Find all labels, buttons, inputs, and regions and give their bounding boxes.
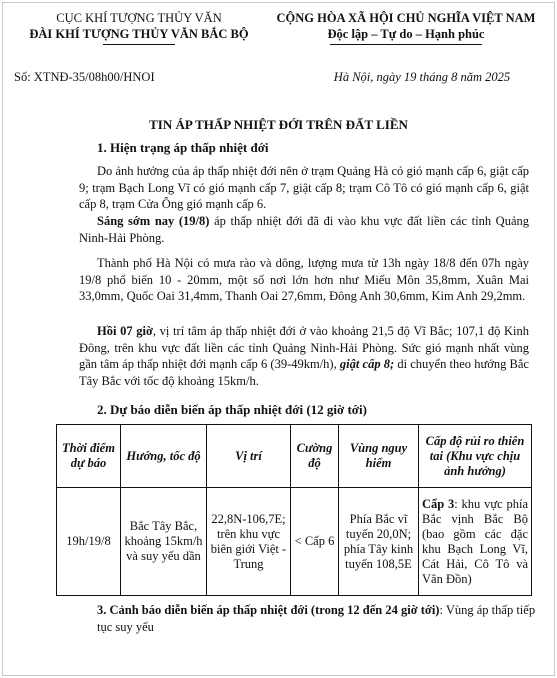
risk-area: : khu vực phía Bắc vịnh Bắc Bộ (bao gồm các đặc khu Bạch Long Vĩ, Cát Hải, Cô Tô và Vân Đồn) bbox=[422, 496, 528, 586]
section1-heading: 1. Hiện trạng áp thấp nhiệt đới bbox=[97, 140, 269, 155]
col-forecast-time: Thời điểm dự báo bbox=[57, 425, 121, 488]
cell-direction: Bắc Tây Bắc, khoảng 15km/h và suy yếu dần bbox=[121, 488, 207, 596]
agency-name: ĐÀI KHÍ TƯỢNG THỦY VĂN BẮC BỘ bbox=[29, 27, 249, 41]
document-date: Hà Nội, ngày 19 tháng 8 năm 2025 bbox=[333, 70, 511, 84]
col-intensity: Cường độ bbox=[291, 425, 339, 488]
agency-parent: CỤC KHÍ TƯỢNG THỦY VĂN bbox=[56, 11, 222, 25]
cell-position: 22,8N-106,7E; trên khu vực biên giới Việt -Trung bbox=[207, 488, 291, 596]
p4-text: , vị trí tâm áp thấp nhiệt đới ở vào khoảng 21,5 độ Vĩ Bắc; 107,1 độ Kinh Đông, trên khu vực đất liền các tỉnh Quảng Ninh-Hải Phòng. Sức gió mạnh nhất vùng gần tâm áp thấp nhiệt đới mạnh cấp 6 (39-49km/h), bbox=[79, 324, 530, 372]
document-title: TIN ÁP THẤP NHIỆT ĐỚI TRÊN ĐẤT LIỀN bbox=[149, 117, 408, 132]
motto-underline bbox=[330, 44, 482, 45]
national-header bbox=[268, 10, 544, 45]
national-motto: Độc lập – Tự do – Hạnh phúc bbox=[327, 27, 485, 41]
col-danger-zone: Vùng nguy hiểm bbox=[339, 425, 419, 488]
col-risk-level: Cấp độ rủi ro thiên tai (Khu vực chịu ảnh hưởng) bbox=[419, 425, 532, 488]
p4-gust: giật cấp 8; bbox=[339, 357, 395, 372]
p2-lead: Sáng sớm nay (19/8) bbox=[97, 214, 210, 228]
country-name: CỘNG HÒA XÃ HỘI CHỦ NGHĨA VIỆT NAM bbox=[276, 11, 536, 25]
section1-paragraph-3: Thành phố Hà Nội có mưa rào và dông, lượng mưa từ 13h ngày 18/8 đến 07h ngày 19/8 phổ biến 10 - 20mm, một số nơi lớn hơn như Miếu Môn 35,8mm, Xuân Mai 33,0mm, Quốc Oai 31,4mm, Thanh Oai 27,6mm, Đông Anh 30,6mm, Kim Anh 29,2mm. bbox=[79, 256, 529, 304]
cell-intensity: < Cấp 6 bbox=[291, 488, 339, 596]
section1-paragraph-2 bbox=[79, 213, 529, 246]
section2-heading: 2. Dự báo diễn biến áp thấp nhiệt đới (12 giờ tới) bbox=[97, 402, 367, 417]
agency-header bbox=[14, 10, 264, 45]
section3-heading: 3. Cảnh báo diễn biến áp thấp nhiệt đới (trong 12 đến 24 giờ tới) bbox=[97, 603, 440, 617]
table-header-row bbox=[57, 425, 532, 488]
section3 bbox=[97, 602, 537, 636]
cell-time: 19h/19/8 bbox=[57, 488, 121, 596]
p4-lead: Hồi 07 giờ bbox=[97, 324, 153, 338]
document-number: Số: XTNĐ-35/08h00/HNOI bbox=[14, 70, 155, 84]
section1-paragraph-4 bbox=[79, 323, 529, 389]
table-row bbox=[57, 488, 532, 596]
p4-end: di chuyển theo hướng Bắc Tây Bắc với tốc độ khoảng 15km/h. bbox=[79, 357, 529, 388]
section1-paragraph-1: Do ảnh hưởng của áp thấp nhiệt đới nên ở trạm Quảng Hà có gió mạnh cấp 6, giật cấp 9; trạm Bạch Long Vĩ có gió mạnh cấp 7, giật cấp 8; trạm Cô Tô có gió mạnh cấp 6, giật cấp 8, trạm Cửa Ông gió mạnh cấp 6. bbox=[79, 164, 529, 212]
col-position: Vị trí bbox=[207, 425, 291, 488]
cell-danger-zone: Phía Bắc vĩ tuyến 20,0N; phía Tây kinh tuyến 108,5E bbox=[339, 488, 419, 596]
p2-text: áp thấp nhiệt đới đã đi vào khu vực đất liền các tỉnh Quảng Ninh-Hải Phòng. bbox=[79, 214, 530, 245]
agency-underline bbox=[103, 44, 175, 45]
risk-level: Cấp 3 bbox=[422, 496, 455, 511]
forecast-table bbox=[56, 424, 532, 596]
col-direction-speed: Hướng, tốc độ bbox=[121, 425, 207, 488]
section3-text: : Vùng áp thấp tiếp tục suy yếu bbox=[97, 603, 536, 634]
cell-risk bbox=[419, 488, 532, 596]
